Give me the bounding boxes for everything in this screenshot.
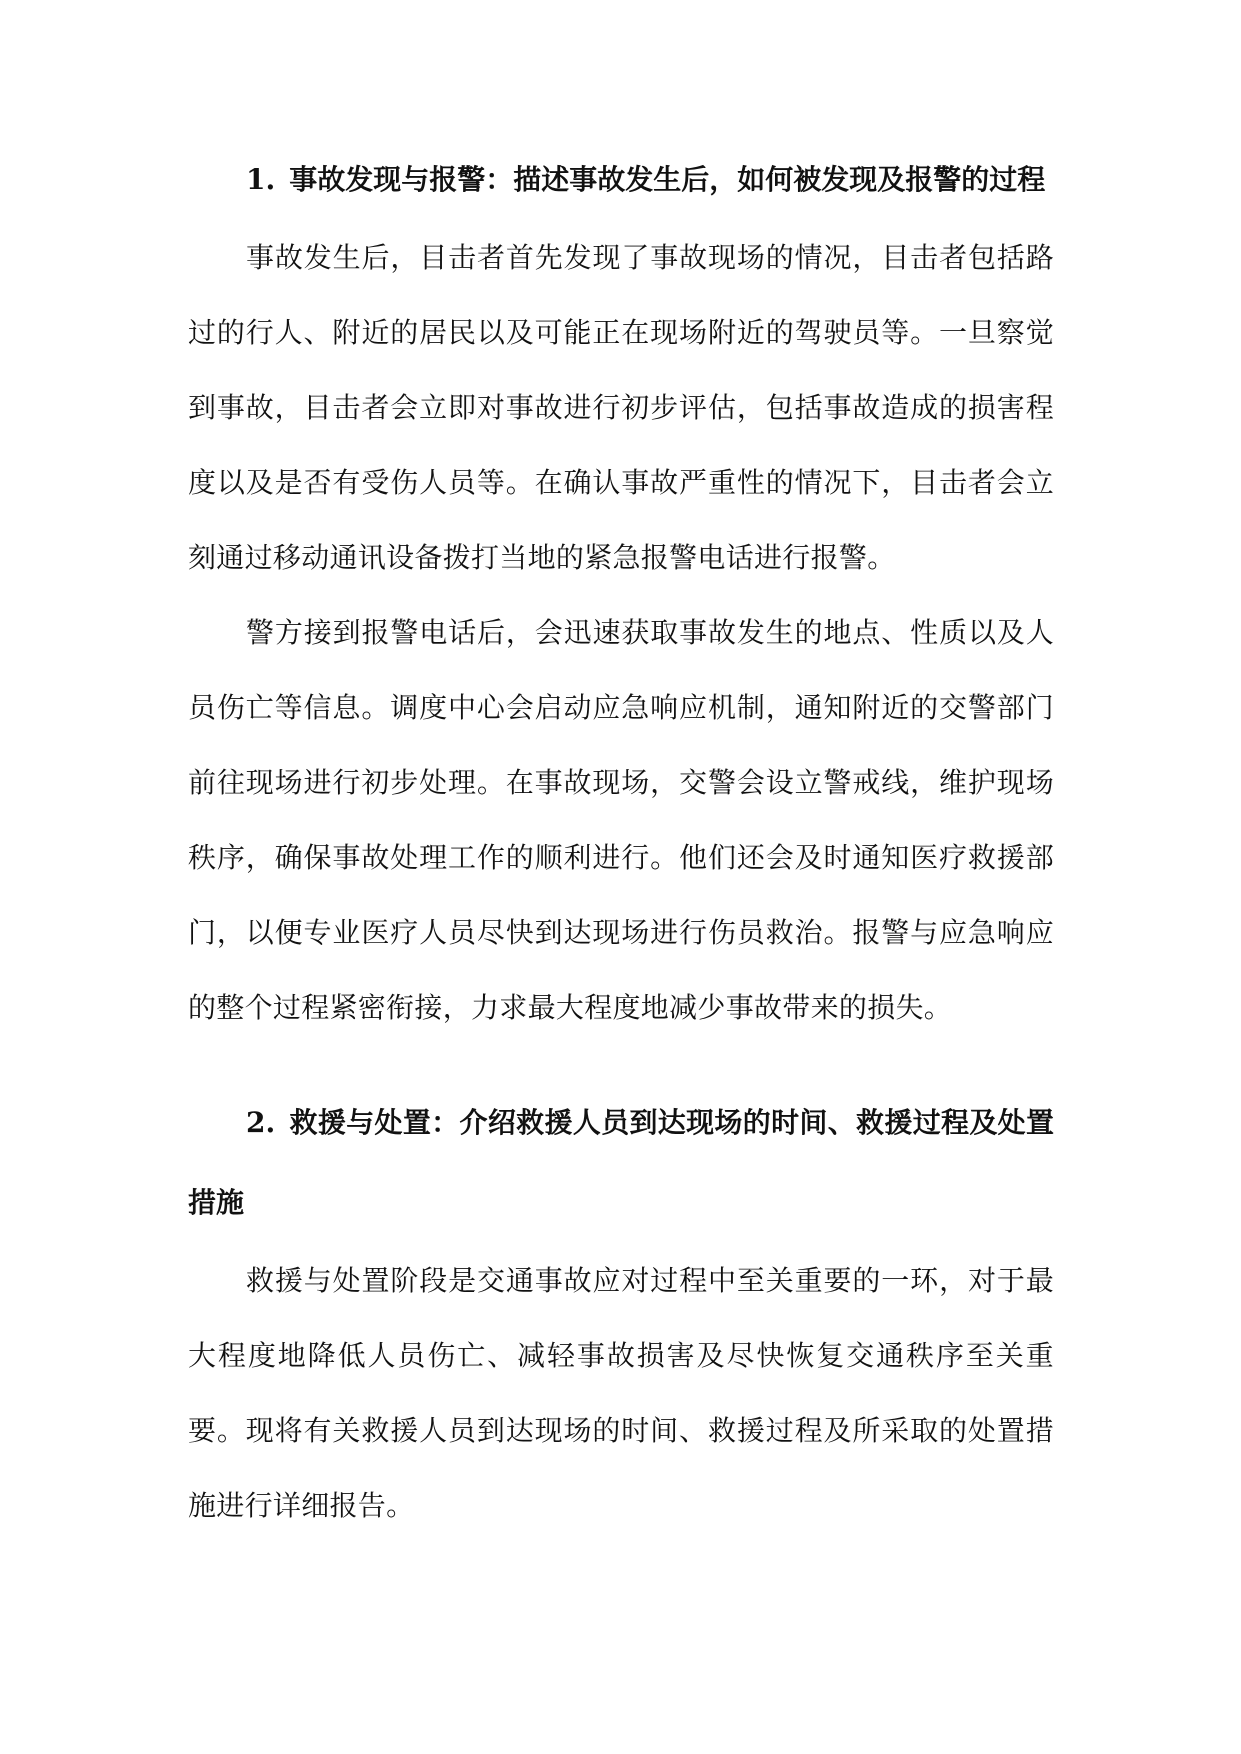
section-2-heading-text: 救援与处置：介绍救援人员到达现场的时间、救援过程及处置措施 [188,1106,1054,1219]
section-1-number: 1. [246,163,276,196]
section-spacer [188,1045,1054,1083]
section-1-heading [188,140,1054,220]
section-2-heading [188,1083,1054,1243]
section-1-heading-text: 事故发现与报警：描述事故发生后，如何被发现及报警的过程 [289,163,1046,196]
section-1-paragraph-1: 事故发生后，目击者首先发现了事故现场的情况，目击者包括路过的行人、附近的居民以及可能正在现场附近的驾驶员等。一旦察觉到事故，目击者会立即对事故进行初步评估，包括事故造成的损害程度以及是否有受伤人员等。在确认事故严重性的情况下，目击者会立刻通过移动通讯设备拨打当地的紧急报警电话进行报警。 [188,241,1054,574]
section-1-paragraph-2: 警方接到报警电话后，会迅速获取事故发生的地点、性质以及人员伤亡等信息。调度中心会启动应急响应机制，通知附近的交警部门前往现场进行初步处理。在事故现场，交警会设立警戒线，维护现场秩序，确保事故处理工作的顺利进行。他们还会及时通知医疗救援部门，以便专业医疗人员尽快到达现场进行伤员救治。报警与应急响应的整个过程紧密衔接，力求最大程度地减少事故带来的损失。 [188,616,1054,1024]
section-2-number: 2. [246,1106,276,1139]
document-page [188,140,1054,1543]
section-2-paragraph-1: 救援与处置阶段是交通事故应对过程中至关重要的一环，对于最大程度地降低人员伤亡、减轻事故损害及尽快恢复交通秩序至关重要。现将有关救援人员到达现场的时间、救援过程及所采取的处置措施进行详细报告。 [188,1264,1054,1522]
